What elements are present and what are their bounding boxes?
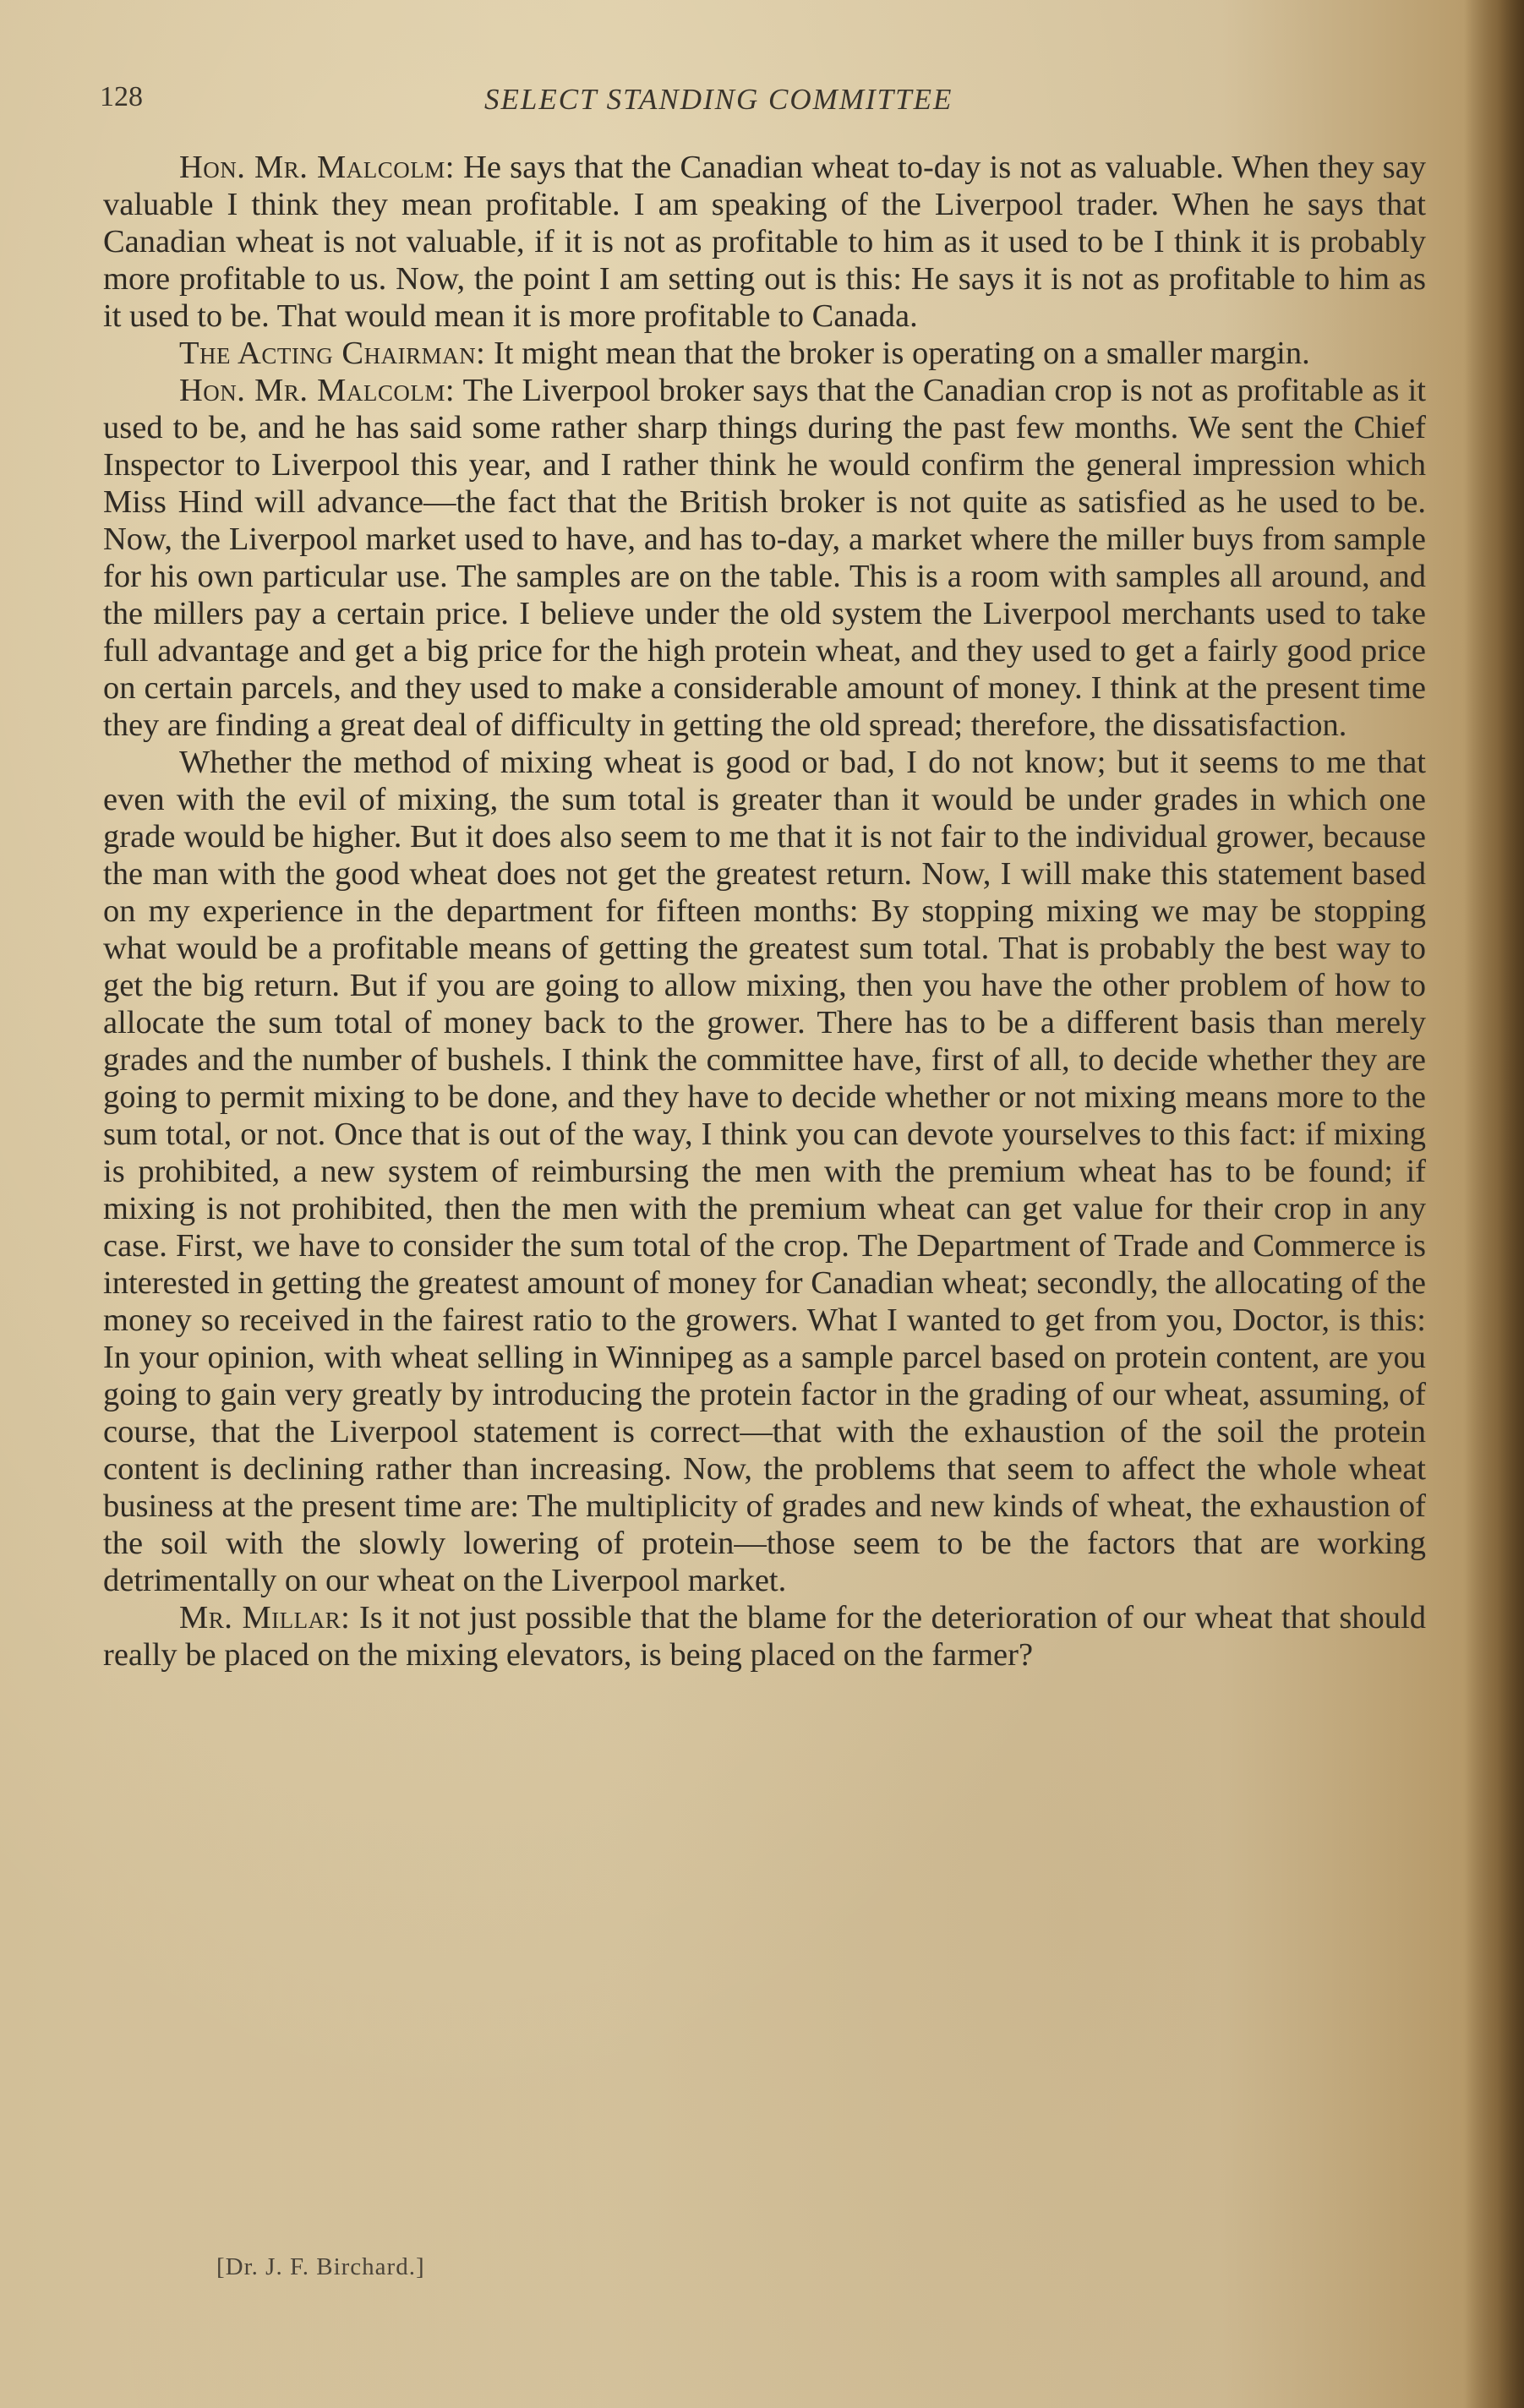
page-header xyxy=(100,81,1418,128)
paragraph-text: He says that the Canadian wheat to-day is not as valuable. When they say valuable I think they mean profitable. I am speaking of the Liverpool trader. When he says that Canadian wheat is not valuable, if it is not as profitable to him as it used to be I think it is probably more profitable to us. Now, the point I am setting out is this: He says it is not as profitable to him as it used to be. That would mean it is more profitable to Canada. xyxy=(103,150,1426,334)
paragraph-text: Whether the method of mixing wheat is good or bad, I do not know; but it seems to me that even with the evil of mixing, the sum total is greater than it would be under grades in which one grade would be higher. But it does also seem to me that it is not fair to the individual grower, because the man with the good wheat does not get the greatest return. Now, I will make this statement based on my experience in the department for fifteen months: By stopping mixing we may be stopping what would be a profitable means of getting the greatest sum total. That is probably the best way to get the big return. But if you are going to allow mixing, then you have the other problem of how to allocate the sum total of money back to the grower. There has to be a different basis than merely grades and the number of bushels. I think the committee have, first of all, to decide whether they are going to permit mixing to be done, and they have to decide whether or not mixing means more to the sum total, or not. Once that is out of the way, I think you can devote yourselves to this fact: if mixing is prohibited, a new system of reimbursing the men with the premium wheat has to be found; if mixing is not prohibited, then the men with the premium wheat can get value for their crop in any case. First, we have to consider the sum total of the crop. The Department of Trade and Commerce is interested in getting the greatest amount of money for Canadian wheat; secondly, the allocating of the money so received in the fairest ratio to the growers. What I wanted to get from you, Doctor, is this: In your opinion, with wheat selling in Winnipeg as a sample parcel based on protein content, are you going to gain very greatly by introducing the protein factor in the grading of our wheat, assuming, of course, that the Liverpool statement is correct—that with the exhaustion of the soil the protein content is declining rather than increasing. Now, the problems that seem to affect the whole wheat business at the present time are: The multiplicity of grades and new kinds of wheat, the exhaustion of the soil with the slowly lowering of protein—those seem to be the factors that are working detrimentally on our wheat on the Liverpool market. xyxy=(103,745,1426,1598)
page-edge-shadow xyxy=(1465,0,1524,2408)
paragraph-text: It might mean that the broker is operating on a smaller margin. xyxy=(493,336,1310,371)
paragraph-millar xyxy=(103,1599,1426,1674)
body-text xyxy=(103,149,1426,1674)
speaker-name: The Acting Chairman: xyxy=(179,336,486,371)
paragraph-text: Is it not just possible that the blame for the deterioration of our wheat that should really be placed on the mixing elevators, is being placed on the farmer? xyxy=(103,1600,1426,1673)
running-head: SELECT STANDING COMMITTEE xyxy=(484,83,953,116)
paragraph-malcolm-2 xyxy=(103,372,1426,744)
paragraph-malcolm-1 xyxy=(103,149,1426,335)
speaker-name: Hon. Mr. Malcolm: xyxy=(179,150,455,185)
speaker-name: Hon. Mr. Malcolm: xyxy=(179,373,456,408)
paragraph-malcolm-3 xyxy=(103,744,1426,1599)
speaker-name: Mr. Millar: xyxy=(179,1600,351,1635)
paragraph-text: The Liverpool broker says that the Canadian crop is not as profitable as it used to be, and he has said some rather sharp things during the past few months. We sent the Chief Inspector to Liverpool this year, and I rather think he would confirm the general impression which Miss Hind will advance—the fact that the British broker is not quite as satisfied as he used to be. Now, the Liverpool market used to have, and has to-day, a market where the miller buys from sample for his own particular use. The samples are on the table. This is a room with samples all around, and the millers pay a certain price. I believe under the old system the Liverpool merchants used to take full advantage and get a big price for the high protein wheat, and they used to get a fairly good price on certain parcels, and they used to make a considerable amount of money. I think at the present time they are finding a great deal of difficulty in getting the old spread; therefore, the dissatisfaction. xyxy=(103,373,1426,743)
page-number: 128 xyxy=(100,81,143,112)
footer-note: [Dr. J. F. Birchard.] xyxy=(216,2253,425,2280)
paragraph-acting-chairman xyxy=(103,335,1426,372)
